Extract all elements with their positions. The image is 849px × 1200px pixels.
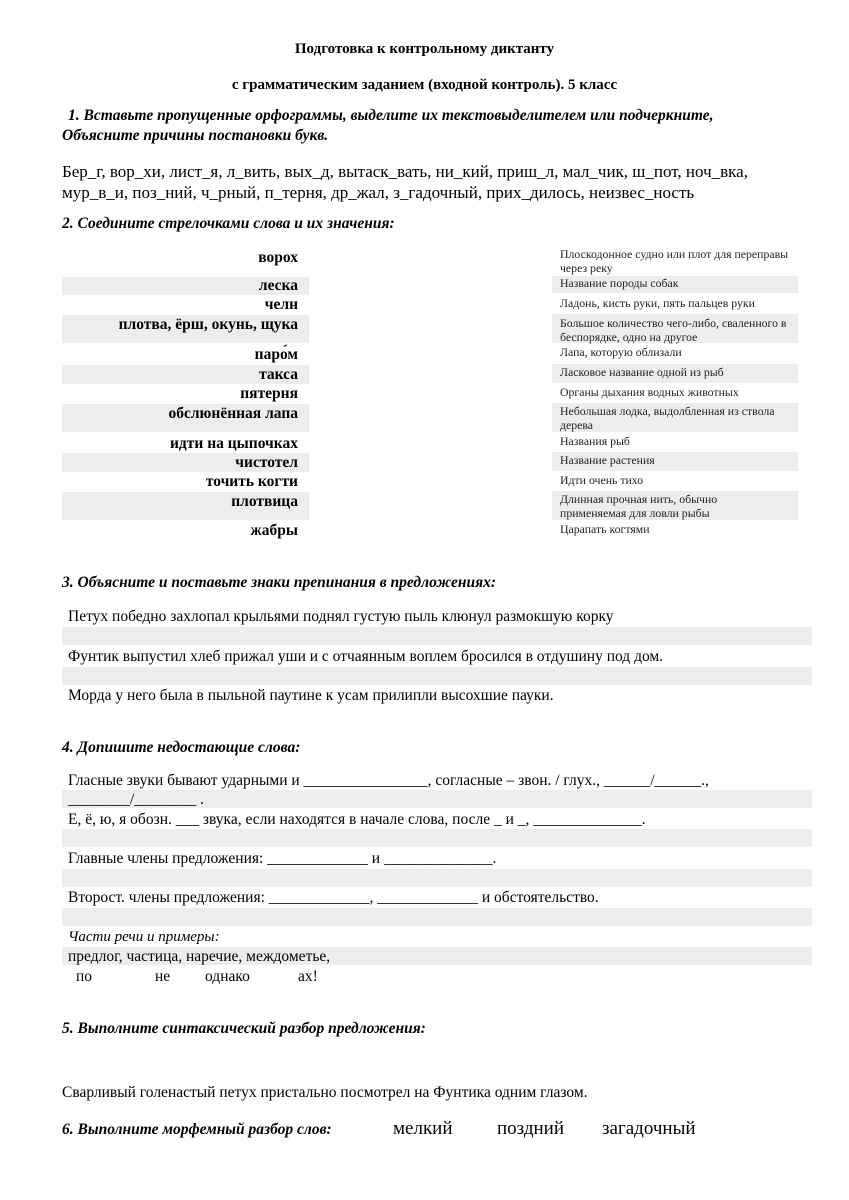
table-band <box>62 869 812 887</box>
table-band <box>62 908 812 926</box>
match-meaning: Ласковое название одной из рыб <box>560 365 724 379</box>
task4-line-7: предлог, частица, наречие, междометье, <box>68 948 331 965</box>
match-word: обслюнённая лапа <box>168 405 298 422</box>
match-word: ворох <box>258 249 298 266</box>
table-band <box>62 829 812 847</box>
match-word: идти на цыпочках <box>170 435 298 452</box>
example-word: ах! <box>298 968 318 985</box>
match-meaning: Названия рыб <box>560 434 630 448</box>
task3-sentence-1: Петух победно захлопал крыльями поднял густую пыль клюнул размокшую корку <box>68 608 614 625</box>
match-word: паро́м <box>254 346 298 363</box>
task4-heading: 4. Допишите недостающие слова: <box>62 739 301 756</box>
task3-heading: 3. Объясните и поставьте знаки препинания в предложениях: <box>62 574 496 591</box>
task3-sentence-2: Фунтик выпустил хлеб прижал уши и с отчаянным воплем бросился в отдушину под дом. <box>68 648 664 665</box>
match-word: точить когти <box>205 473 298 490</box>
match-word: чистотел <box>235 454 298 471</box>
match-meaning: Ладонь, кисть руки, пять пальцев руки <box>560 296 755 310</box>
task5-heading: 5. Выполните синтаксический разбор предложения: <box>62 1020 426 1037</box>
task3-sentence-3: Морда у него была в пыльной паутине к усам прилипли высохшие пауки. <box>68 687 554 704</box>
task4-line-5: Второст. члены предложения: _____________, _____________ и обстоятельство. <box>68 889 599 906</box>
match-meaning: Царапать когтями <box>560 522 650 536</box>
match-word: плотва, ёрш, окунь, щука <box>118 316 298 333</box>
match-meaning: Длинная прочная нить, обычно применяемая для ловли рыбы <box>560 492 718 520</box>
match-meaning: Лапа, которую облизали <box>560 345 682 359</box>
match-meaning: Большое количество чего-либо, сваленного в беспорядке, одно на другое <box>560 316 787 344</box>
task2-heading: 2. Соедините стрелочками слова и их значения: <box>62 215 395 232</box>
task5-sentence: Сварливый голенастый петух пристально посмотрел на Фунтика одним глазом. <box>62 1084 588 1101</box>
task1-words-line-1: Бер_г, вор_хи, лист_я, л_вить, вых_д, вытаск_вать, ни_кий, приш_л, мал_чик, ш_пот, ноч_вка, <box>62 162 748 181</box>
match-word: такса <box>259 366 298 383</box>
example-word: не <box>155 968 171 985</box>
match-meaning: Небольшая лодка, выдолбленная из ствола дерева <box>560 404 775 432</box>
match-meaning: Идти очень тихо <box>560 473 644 487</box>
task1-words-line-2: мур_в_и, поз_ний, ч_рный, п_терня, др_жал, з_гадочный, прих_дилось, неизвес_ность <box>62 183 695 202</box>
match-meaning: Название растения <box>560 453 655 467</box>
task1-heading-line-2: Объясните причины постановки букв. <box>62 127 329 144</box>
match-meaning: Название породы собак <box>560 276 679 290</box>
morph-word: загадочный <box>602 1118 696 1139</box>
match-word: жабры <box>250 522 298 539</box>
morph-word: мелкий <box>393 1118 453 1139</box>
task4-line-6: Части речи и примеры: <box>68 929 220 945</box>
example-word: по <box>76 968 93 985</box>
task4-line-3: Е, ё, ю, я обозн. ___ звука, если находятся в начале слова, после _ и _, ______________. <box>68 811 646 828</box>
match-word: пятерня <box>240 385 298 402</box>
task6-heading: 6. Выполните морфемный разбор слов: <box>62 1121 332 1138</box>
match-word: челн <box>264 296 298 313</box>
task4-line-2: ________/________ . <box>68 791 205 808</box>
match-word: плотвица <box>231 493 298 510</box>
match-meaning: Органы дыхания водных животных <box>560 385 739 399</box>
morph-word: поздний <box>497 1118 565 1139</box>
title-line-1: Подготовка к контрольному диктанту <box>294 41 555 57</box>
task4-line-1: Гласные звуки бывают ударными и ________________, согласные – звон. / глух., ______/______., <box>68 772 709 789</box>
task4-line-4: Главные члены предложения: _____________ и ______________. <box>68 850 497 867</box>
example-word: однако <box>205 968 250 985</box>
table-band <box>62 667 812 685</box>
title-line-2: с грамматическим заданием (входной контроль). 5 класс <box>231 77 618 93</box>
table-band <box>62 627 812 645</box>
task1-heading-line-1: 1. Вставьте пропущенные орфограммы, выделите их текстовыделителем или подчеркните, <box>68 107 714 124</box>
match-meaning: Плоскодонное судно или плот для переправы через реку <box>560 247 789 275</box>
match-word: леска <box>258 277 298 294</box>
